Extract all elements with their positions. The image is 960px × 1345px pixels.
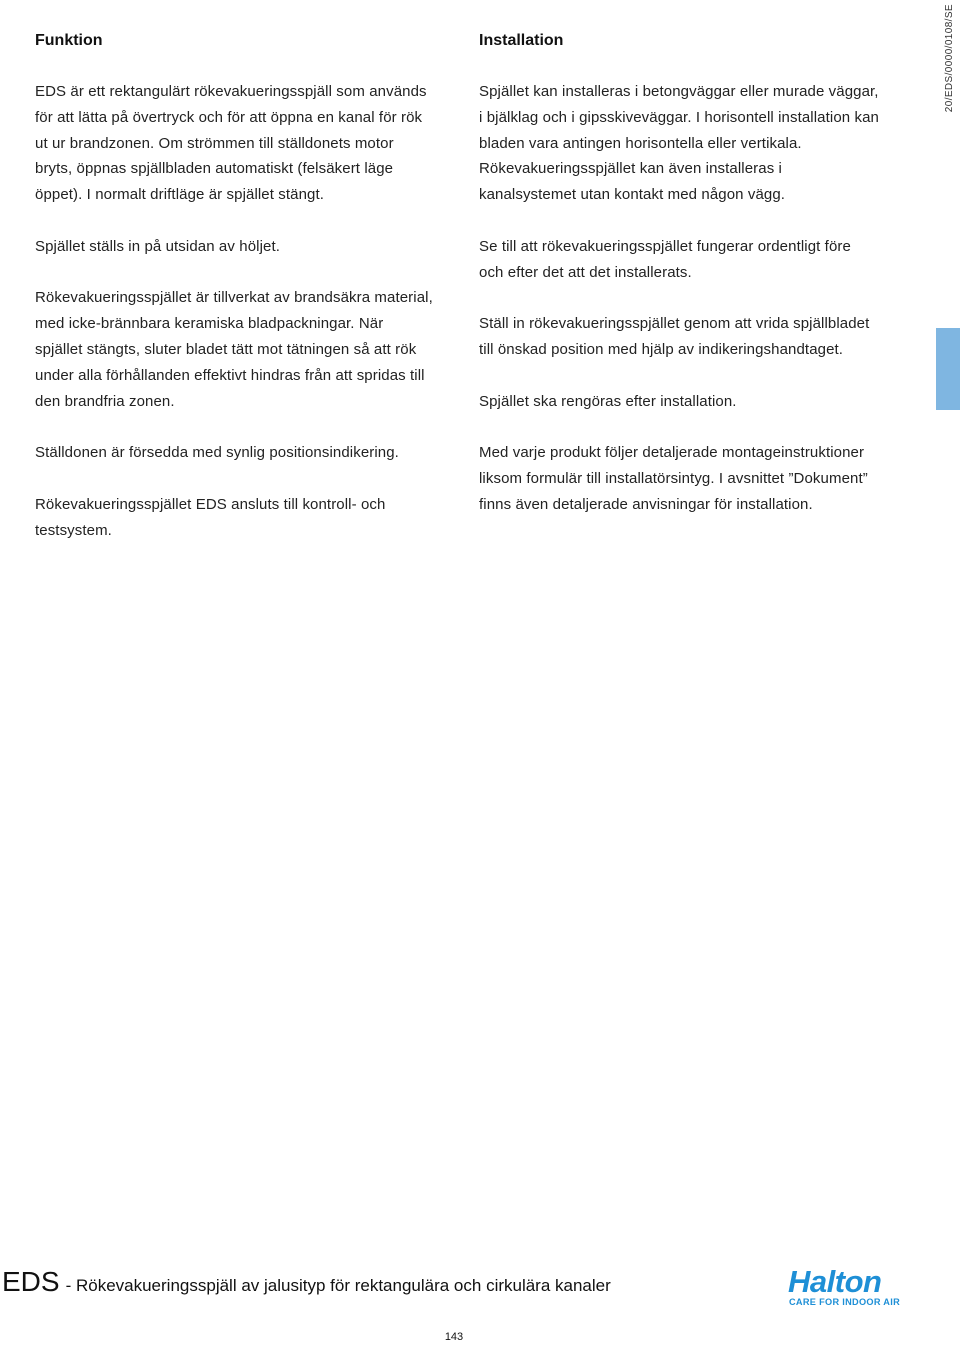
logo-wordmark: Halton — [788, 1264, 882, 1299]
page-number: 143 — [444, 1331, 464, 1343]
logo-tagline: CARE FOR INDOOR AIR — [789, 1297, 901, 1307]
function-paragraph-4: Ställdonen är försedda med synlig positionsindikering. — [35, 444, 399, 462]
installation-paragraph-1: Spjället kan installeras i betongväggar eller murade väggar, i bjälklag och i gipsskiveväggar. I horisontell installation kan bladen vara antingen horisontella eller vertikala. Rökevakueringsspjället kan även installeras i kanalsystemet utan kontakt med någon vägg. — [479, 83, 879, 204]
halton-logo — [787, 1263, 909, 1309]
function-heading: Funktion — [35, 32, 103, 49]
installation-section — [479, 30, 879, 543]
installation-heading: Installation — [479, 32, 564, 49]
function-paragraph-2: Spjället ställs in på utsidan av höljet. — [35, 237, 280, 255]
installation-paragraph-2: Se till att rökevakueringsspjället fungerar ordentligt före och efter det att det installerats. — [479, 237, 851, 281]
function-paragraph-1: EDS är ett rektangulärt rökevakueringsspjäll som används för att lätta på övertryck och för att öppna en kanal för rök ut ur brandzonen. Om strömmen till ställdonets motor bryts, öppnas spjällbladen automatiskt (felsäkert läge öppet). I normalt driftläge är spjället stängt. — [35, 83, 427, 204]
footer-product-name: EDS — [2, 1266, 60, 1297]
section-tab-marker — [936, 328, 960, 410]
function-paragraph-5: Rökevakueringsspjället EDS ansluts till kontroll- och testsystem. — [35, 495, 386, 539]
installation-paragraph-5: Med varje produkt följer detaljerade montageinstruktioner liksom formulär till installatörsintyg. I avsnittet ”Dokument” finns även detaljerade anvisningar för installation. — [479, 444, 868, 513]
function-paragraph-3: Rökevakueringsspjället är tillverkat av brandsäkra material, med icke-brännbara keramiska bladpackningar. När spjället stängts, sluter bladet tätt mot tätningen så att rök under alla förhållanden effektivt hindras från att spridas till den brandfria zonen. — [35, 289, 433, 410]
footer-product-description: - Rökevakueringsspjäll av jalusityp för rektangulära och cirkulära kanaler — [65, 1276, 611, 1295]
function-section — [35, 30, 435, 569]
installation-paragraph-3: Ställ in rökevakueringsspjället genom att vrida spjällbladet till önskad position med hjälp av indikeringshandtaget. — [479, 315, 870, 358]
document-code: 20/EDS/0000/0108/SE — [944, 4, 955, 113]
footer-product-title — [2, 1266, 611, 1298]
installation-paragraph-4: Spjället ska rengöras efter installation. — [479, 392, 737, 410]
